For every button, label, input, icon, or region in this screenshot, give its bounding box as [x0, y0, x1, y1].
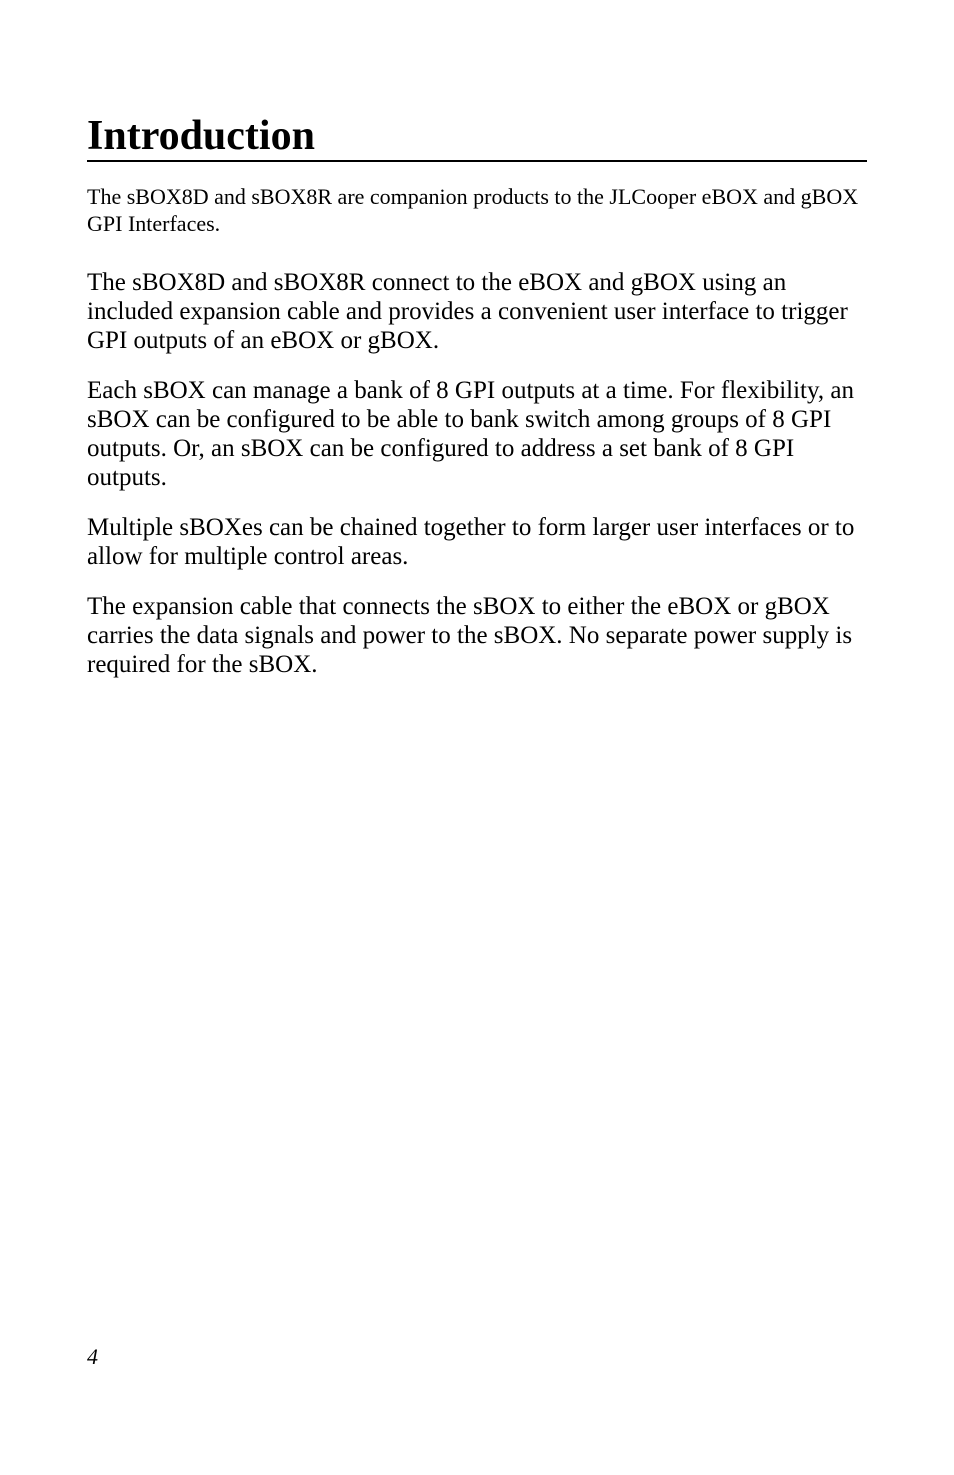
- page-content: [87, 112, 867, 679]
- intro-paragraph: The sBOX8D and sBOX8R are companion products to the JLCooper eBOX and gBOX GPI Interfaces.: [87, 184, 859, 236]
- paragraph-power: The expansion cable that connects the sBOX to either the eBOX or gBOX carries the data signals and power to the sBOX. No separate power supply is required for the sBOX.: [87, 593, 853, 678]
- page-title: Introduction: [87, 112, 867, 162]
- paragraph-connection: The sBOX8D and sBOX8R connect to the eBOX and gBOX using an included expansion cable and provides a convenient user interface to trigger GPI outputs of an eBOX or gBOX.: [87, 269, 848, 354]
- paragraph-chaining: Multiple sBOXes can be chained together to form larger user interfaces or to allow for multiple control areas.: [87, 514, 855, 570]
- page-number: 4: [87, 1344, 98, 1369]
- paragraph-bank-management: Each sBOX can manage a bank of 8 GPI outputs at a time. For flexibility, an sBOX can be configured to be able to bank switch among groups of 8 GPI outputs. Or, an sBOX can be configured to address a set bank of 8 GPI outputs.: [87, 377, 854, 491]
